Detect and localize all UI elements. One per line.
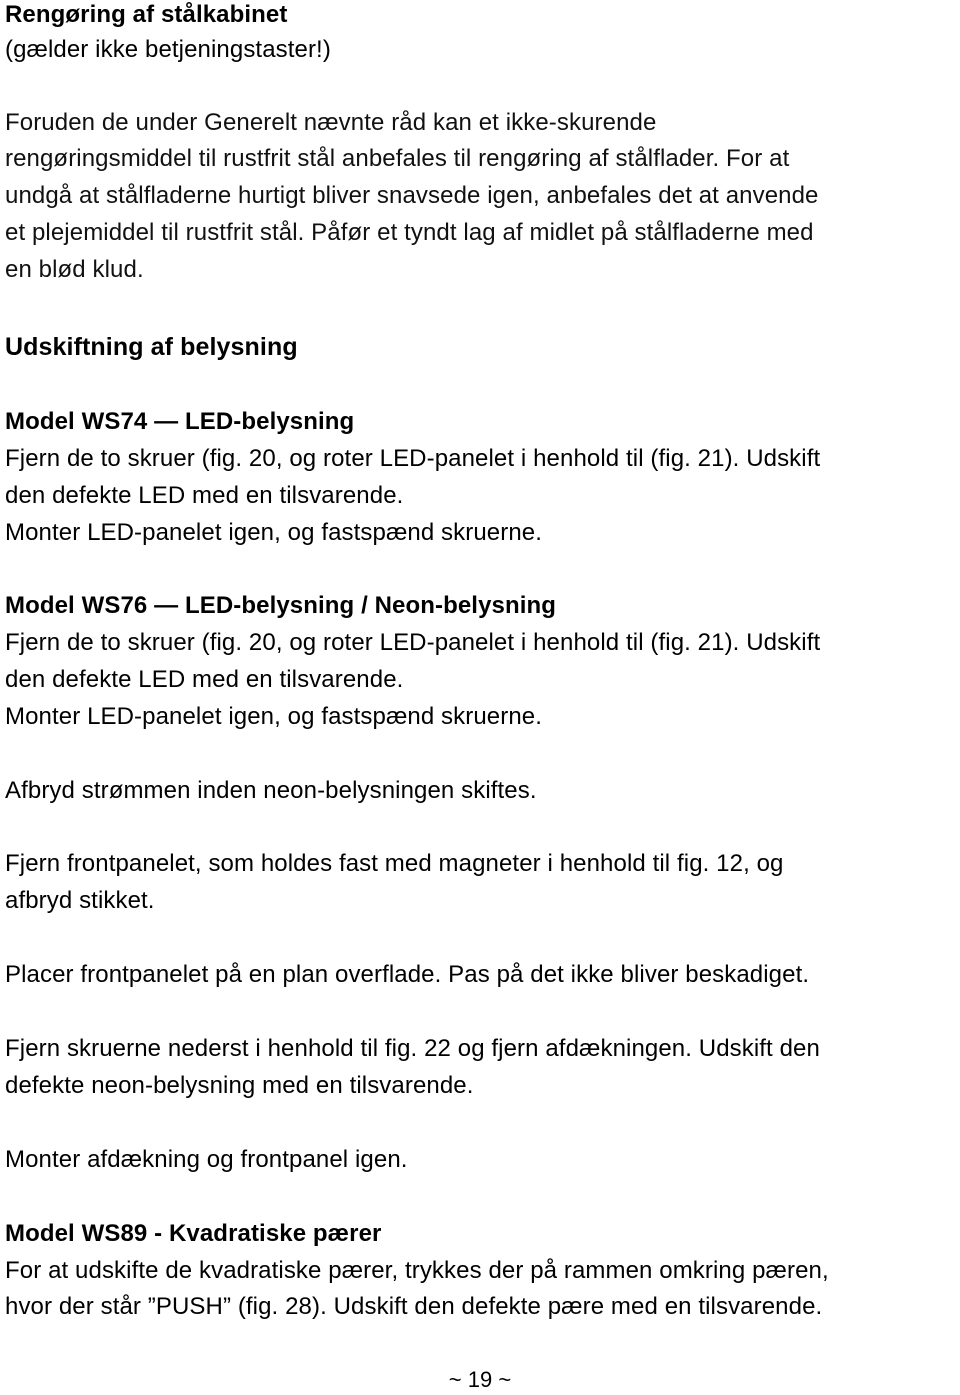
ws89-text-line: For at udskifte de kvadratiske pærer, trykkes der på rammen omkring pæren, (5, 1257, 829, 1284)
page-number: ~ 19 ~ (448, 1367, 512, 1392)
ws74-text-line: den defekte LED med en tilsvarende. (5, 482, 404, 509)
ws89-heading: Model WS89 - Kvadratiske pærer (5, 1220, 382, 1247)
ws74-text-line: Monter LED-panelet igen, og fastspænd skruerne. (5, 519, 543, 546)
cleaning-text-line: et plejemiddel til rustfrit stål. Påfør et tyndt lag af midlet på stålfladerne med (5, 219, 814, 246)
cleaning-text-line: Foruden de under Generelt nævnte råd kan et ikke-skurende (5, 109, 657, 136)
ws76-reassemble: Monter afdækning og frontpanel igen. (5, 1146, 408, 1173)
ws76-remove-screws-line: Fjern skruerne nederst i henhold til fig. 22 og fjern afdækningen. Udskift den (5, 1035, 820, 1062)
ws89-text-line: hvor der står ”PUSH” (fig. 28). Udskift den defekte pære med en tilsvarende. (5, 1293, 823, 1320)
ws76-text-line: Fjern de to skruer (fig. 20, og roter LED-panelet i henhold til (fig. 21). Udskift (5, 629, 821, 656)
ws76-place-front: Placer frontpanelet på en plan overflade. Pas på det ikke bliver beskadiget. (5, 961, 810, 988)
ws76-heading: Model WS76 — LED-belysning / Neon-belysning (5, 592, 557, 619)
ws74-heading: Model WS74 — LED-belysning (5, 408, 355, 435)
lighting-heading: Udskiftning af belysning (5, 333, 298, 361)
ws76-text-line: den defekte LED med en tilsvarende. (5, 666, 404, 693)
ws76-power-off: Afbryd strømmen inden neon-belysningen skiftes. (5, 777, 537, 804)
ws76-remove-front-line: afbryd stikket. (5, 887, 155, 914)
cleaning-subtitle: (gælder ikke betjeningstaster!) (5, 36, 331, 63)
ws76-remove-screws-line: defekte neon-belysning med en tilsvarende. (5, 1072, 474, 1099)
cleaning-text-line: undgå at stålfladerne hurtigt bliver snavsede igen, anbefales det at anvende (5, 182, 819, 209)
cleaning-text-line: rengøringsmiddel til rustfrit stål anbefales til rengøring af stålflader. For at (5, 145, 790, 172)
ws76-text-line: Monter LED-panelet igen, og fastspænd skruerne. (5, 703, 543, 730)
cleaning-text-line: en blød klud. (5, 256, 144, 283)
ws74-text-line: Fjern de to skruer (fig. 20, og roter LED-panelet i henhold til (fig. 21). Udskift (5, 445, 821, 472)
cleaning-heading: Rengøring af stålkabinet (5, 1, 288, 28)
ws76-remove-front-line: Fjern frontpanelet, som holdes fast med magneter i henhold til fig. 12, og (5, 850, 784, 877)
